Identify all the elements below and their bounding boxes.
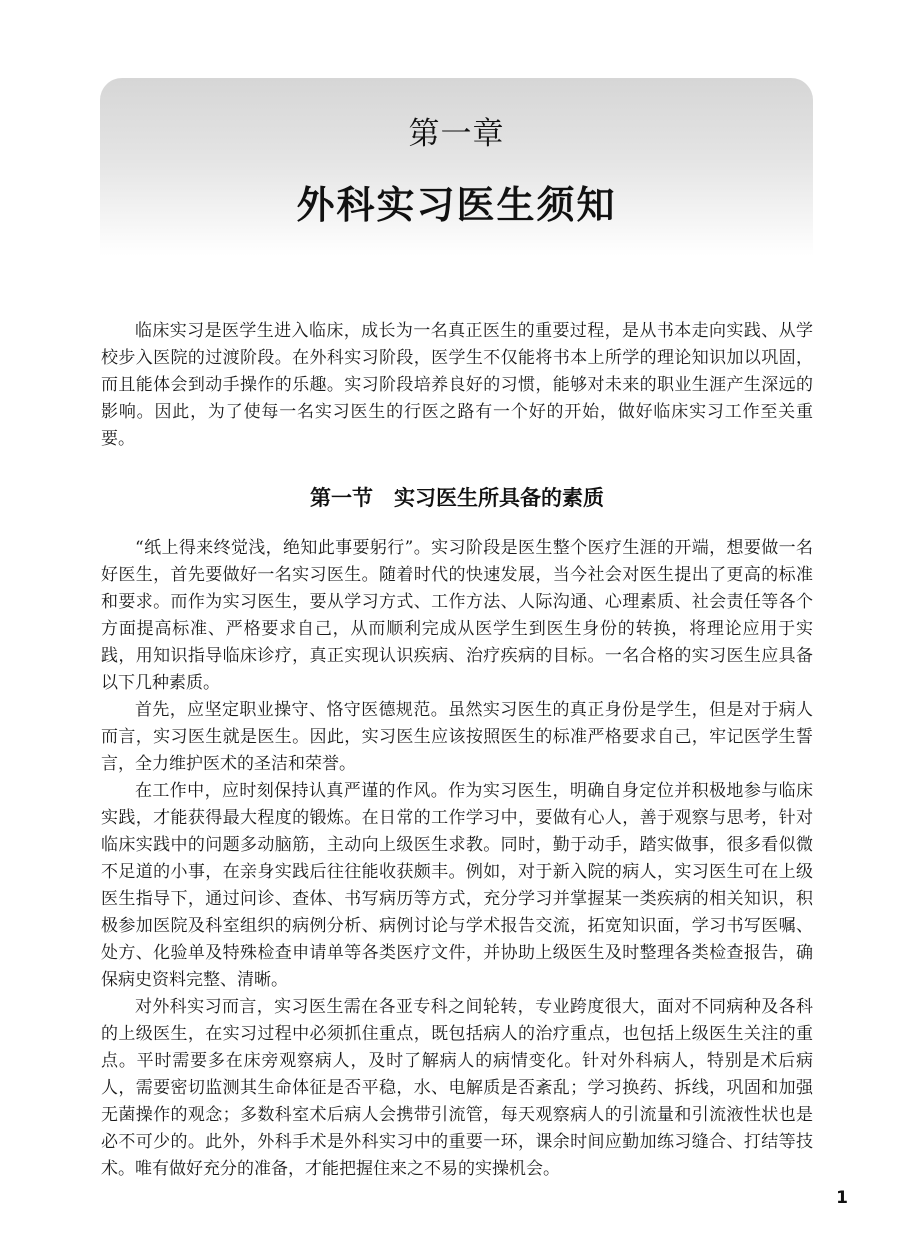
chapter-header bbox=[100, 78, 813, 256]
section-paragraph: “纸上得来终觉浅，绝知此事要躬行”。实习阶段是医生整个医疗生涯的开端，想要做一名好医生，首先要做好一名实习医生。随着时代的快速发展，当今社会对医生提出了更高的标准和要求。而作为实习医生，要从学习方式、工作方法、人际沟通、心理素质、社会责任等各个方面提高标准、严格要求自己，从而顺利完成从医学生到医生身份的转换，将理论应用于实践，用知识指导临床诊疗，真正实现认识疾病、治疗疾病的目标。一名合格的实习医生应具备以下几种素质。 bbox=[101, 538, 813, 693]
section-paragraph: 首先，应坚定职业操守、恪守医德规范。虽然实习医生的真正身份是学生，但是对于病人而言，实习医生就是医生。因此，实习医生应该按照医生的标准严格要求自己，牢记医学生誓言，全力维护医术的圣洁和荣誉。 bbox=[101, 700, 813, 774]
page-number: 1 bbox=[836, 1188, 848, 1208]
section-paragraph: 对外科实习而言，实习医生需在各亚专科之间轮转，专业跨度很大，面对不同病种及各科的上级医生，在实习过程中必须抓住重点，既包括病人的治疗重点，也包括上级医生关注的重点。平时需要多在床旁观察病人，及时了解病人的病情变化。针对外科病人，特别是术后病人，需要密切监测其生命体征是否平稳，水、电解质是否紊乱；学习换药、拆线，巩固和加强无菌操作的观念；多数科室术后病人会携带引流管，每天观察病人的引流量和引流液性状也是必不可少的。此外，外科手术是外科实习中的重要一环，课余时间应勤加练习缝合、打结等技术。唯有做好充分的准备，才能把握住来之不易的实操机会。 bbox=[101, 997, 813, 1179]
main-content bbox=[101, 318, 813, 1183]
section-paragraph: 在工作中，应时刻保持认真严谨的作风。作为实习医生，明确自身定位并积极地参与临床实践，才能获得最大程度的锻炼。在日常的工作学习中，要做有心人，善于观察与思考，针对临床实践中的问题多动脑筋，主动向上级医生求教。同时，勤于动手，踏实做事，很多看似微不足道的小事，在亲身实践后往往能收获颇丰。例如，对于新入院的病人，实习医生可在上级医生指导下，通过问诊、查体、书写病历等方式，充分学习并掌握某一类疾病的相关知识，积极参加医院及科室组织的病例分析、病例讨论与学术报告交流，拓宽知识面，学习书写医嘱、处方、化验单及特殊检查申请单等各类医疗文件，并协助上级医生及时整理各类检查报告，确保病史资料完整、清晰。 bbox=[101, 781, 813, 990]
chapter-title: 外科实习医生须知 bbox=[296, 183, 617, 227]
section-title: 第一节 实习医生所具备的素质 bbox=[310, 486, 604, 510]
intro-paragraph: 临床实习是医学生进入临床，成长为一名真正医生的重要过程，是从书本走向实践、从学校步入医院的过渡阶段。在外科实习阶段，医学生不仅能将书本上所学的理论知识加以巩固，而且能体会到动手操作的乐趣。实习阶段培养良好的习惯，能够对未来的职业生涯产生深远的影响。因此，为了使每一名实习医生的行医之路有一个好的开始，做好临床实习工作至关重要。 bbox=[101, 321, 813, 449]
chapter-label: 第一章 bbox=[408, 116, 505, 152]
